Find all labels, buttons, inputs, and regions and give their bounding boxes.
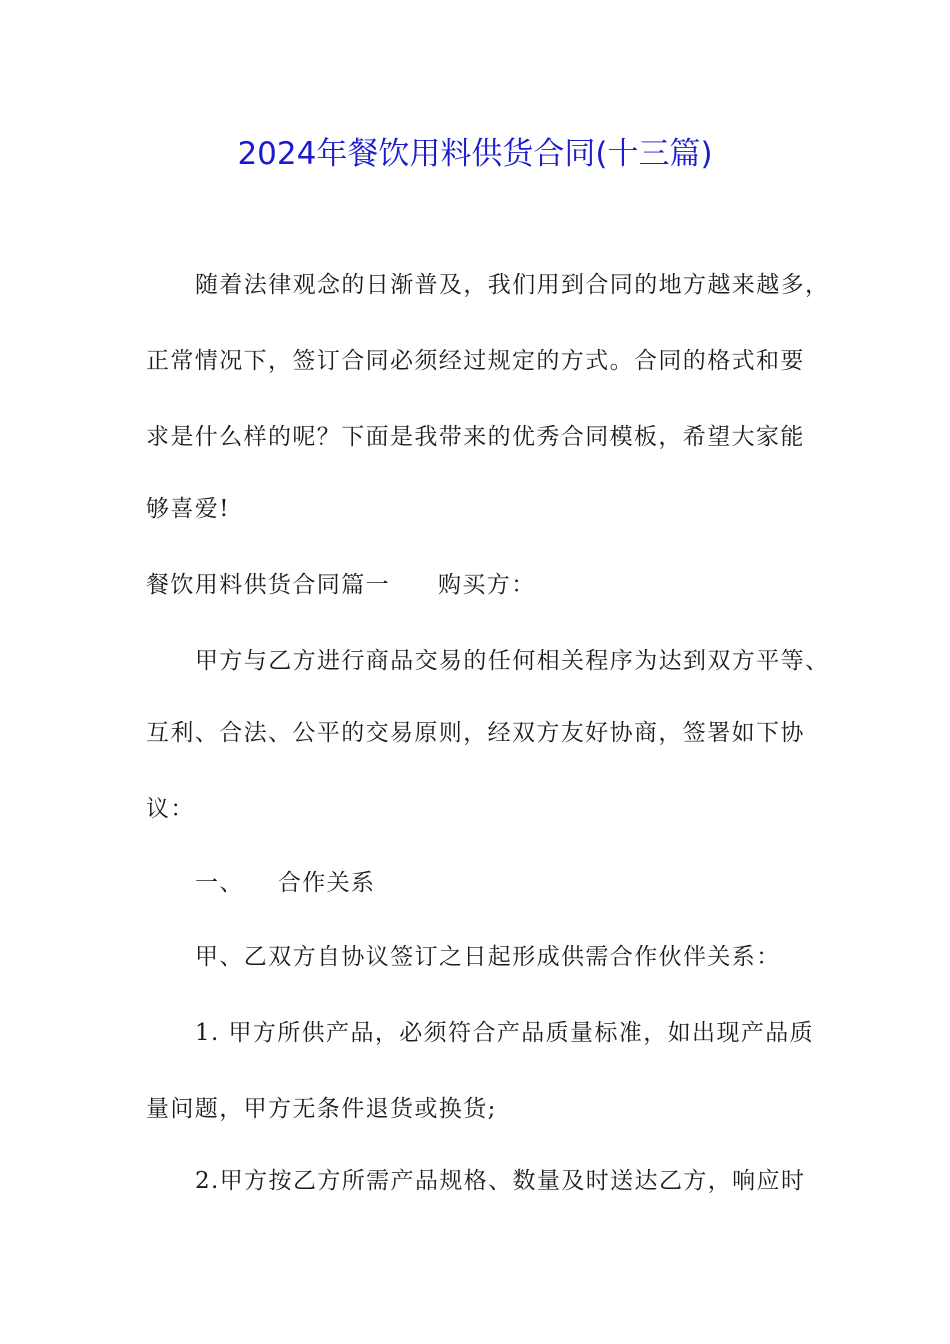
- para1-line-1: 甲方与乙方进行商品交易的任何相关程序为达到双方平等、: [195, 648, 830, 674]
- intro-line-4: 够喜爱!: [146, 496, 230, 522]
- para2-line: 甲、乙双方自协议签订之日起形成供需合作伙伴关系：: [195, 944, 781, 970]
- section-heading: 餐饮用料供货合同篇一: [146, 572, 390, 598]
- para1-line-3: 议：: [146, 796, 195, 822]
- document-title: 2024年餐饮用料供货合同(十三篇): [237, 136, 713, 172]
- para1-line-2: 互利、合法、公平的交易原则，经双方友好协商，签署如下协: [146, 720, 805, 746]
- item1-line-2: 量问题，甲方无条件退货或换货;: [146, 1096, 497, 1122]
- item2-line-1: 2.甲方按乙方所需产品规格、数量及时送达乙方，响应时: [195, 1168, 806, 1194]
- section-heading-line: [146, 570, 536, 600]
- item1-line-1: 1. 甲方所供产品，必须符合产品质量标准，如出现产品质: [195, 1020, 815, 1046]
- intro-line-1: 随着法律观念的日渐普及，我们用到合同的地方越来越多，: [195, 272, 830, 298]
- intro-line-3: 求是什么样的呢？下面是我带来的优秀合同模板，希望大家能: [146, 424, 805, 450]
- article-heading: [195, 868, 375, 898]
- buyer-label: 购买方：: [438, 572, 536, 598]
- article-number: 一、: [195, 870, 244, 896]
- intro-line-2: 正常情况下，签订合同必须经过规定的方式。合同的格式和要: [146, 348, 805, 374]
- article-title: 合作关系: [277, 870, 376, 896]
